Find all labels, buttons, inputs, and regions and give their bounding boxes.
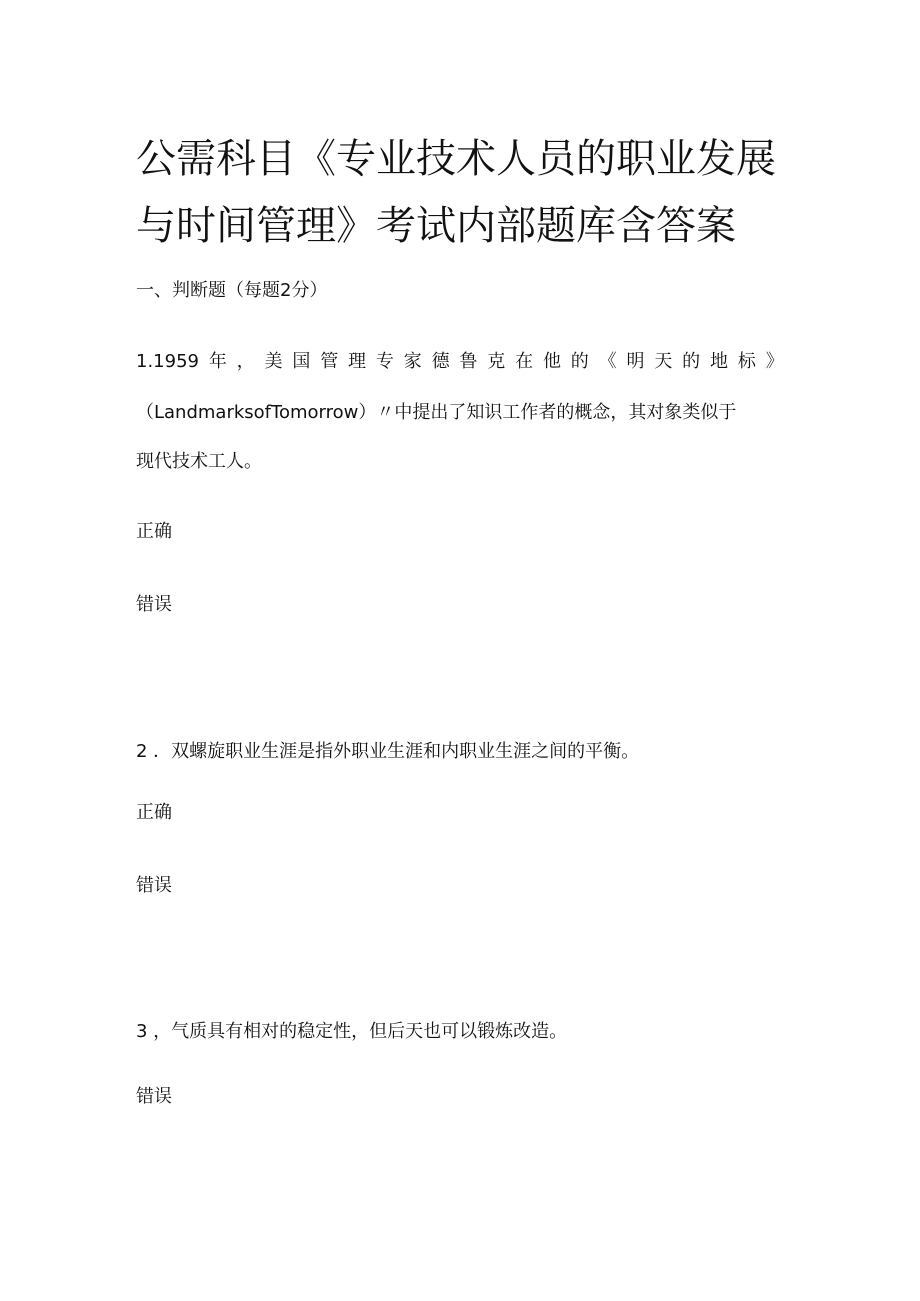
q1-token-17: 明 [626,351,645,372]
question-1-option-correct: 正确 [136,521,172,542]
title-line-2: 与时间管理》考试内部题库含答案 [136,203,736,249]
question-2-text: 2 ．双螺旋职业生涯是指外职业生涯和内职业生涯之间的平衡。 [136,741,640,762]
q1-token-2: 年 [208,351,227,372]
q1-token-11: 鲁 [459,351,478,372]
question-1-line-2: （LandmarksofTomorrow）〃中提出了知识工作者的概念，其对象类似于 [136,402,737,423]
q1-token-21: 标 [737,351,756,372]
question-2-option-correct: 正确 [136,802,172,823]
q1-token-9: 家 [403,351,422,372]
q1-token-14: 他 [542,351,561,372]
q1-token-20: 地 [710,351,729,372]
question-3-text: 3 ，气质具有相对的稳定性，但后天也可以锻炼改造。 [136,1021,568,1042]
q1-token-15: 的 [570,351,589,372]
q1-token-4: 美 [264,351,283,372]
question-1-line-1 [136,348,784,376]
question-1-line-3: 现代技术工人。 [136,451,262,472]
q1-token-18: 天 [654,351,673,372]
q1-token-5: 国 [292,351,311,372]
q1-token-6: 管 [320,351,339,372]
section-heading: 一、判断题（每题2分） [136,280,328,301]
q1-token-16: 《 [598,351,617,372]
question-1-option-wrong: 错误 [136,594,172,615]
q1-token-19: 的 [682,351,701,372]
question-3-option-wrong: 错误 [136,1086,172,1107]
q1-token-12: 克 [487,351,506,372]
q1-token-8: 专 [375,351,394,372]
q1-token-1: 1.1959 [136,351,199,372]
document-title [136,126,796,260]
q1-token-7: 理 [348,351,367,372]
q1-token-10: 德 [431,351,450,372]
q1-token-13: 在 [515,351,534,372]
q1-token-3: ， [236,351,255,372]
question-2-option-wrong: 错误 [136,875,172,896]
q1-token-22: 》 [765,351,784,372]
title-line-1: 公需科目《专业技术人员的职业发展 [136,136,776,182]
